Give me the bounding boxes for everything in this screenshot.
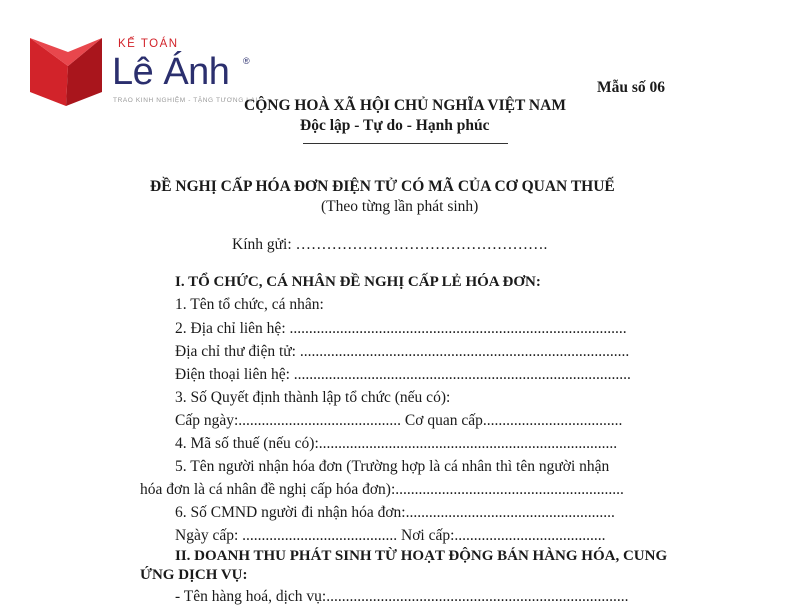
form-line-id-number: 6. Số CMND người đi nhận hóa đơn:...................................................... <box>175 504 615 521</box>
form-line-phone: Điện thoại liên hệ: ....................................................................................... <box>175 366 631 383</box>
addressee-line: Kính gửi: …………………………………………. <box>232 236 548 253</box>
logo-registered-mark: ® <box>243 56 250 66</box>
form-line-org-name: 1. Tên tổ chức, cá nhân: <box>175 296 324 313</box>
section-1-title: I. TỔ CHỨC, CÁ NHÂN ĐỀ NGHỊ CẤP LẺ HÓA ĐƠN: <box>175 274 541 290</box>
form-line-tax-code: 4. Mã số thuế (nếu có):............................................................................. <box>175 435 618 452</box>
section-2-title-cont: ỨNG DỊCH VỤ: <box>140 567 248 583</box>
form-line-id-issue: Ngày cấp: ........................................ Nơi cấp:....................................... <box>175 527 606 544</box>
form-line-email: Địa chỉ thư điện tử: ..................................................................................... <box>175 343 630 360</box>
document-title: ĐỀ NGHỊ CẤP HÓA ĐƠN ĐIỆN TỬ CÓ MÃ CỦA CƠ QUAN THUẾ <box>150 178 615 195</box>
document-subtitle: (Theo từng lần phát sinh) <box>321 198 479 215</box>
form-line-goods: - Tên hàng hoá, dịch vụ:.............................................................................. <box>175 588 629 605</box>
form-line-recipient-cont: hóa đơn là cá nhân đề nghị cấp hóa đơn):........................................................... <box>140 481 624 498</box>
form-line-issue-date: Cấp ngày:.......................................... Cơ quan cấp.................................... <box>175 412 623 429</box>
header-underline <box>303 143 508 144</box>
form-line-address: 2. Địa chỉ liên hệ: ....................................................................................... <box>175 320 627 337</box>
form-line-decision-number: 3. Số Quyết định thành lập tổ chức (nếu có): <box>175 389 451 406</box>
section-2-title: II. DOANH THU PHÁT SINH TỪ HOẠT ĐỘNG BÁN HÀNG HÓA, CUNG <box>175 548 668 564</box>
company-logo-mark <box>30 38 102 106</box>
national-title: CỘNG HOÀ XÃ HỘI CHỦ NGHĨA VIỆT NAM <box>244 97 566 114</box>
form-number: Mẫu số 06 <box>597 79 666 96</box>
logo-tagline: TRAO KINH NGHIỆM - TẶNG TƯƠNG LAI <box>113 97 258 104</box>
form-line-recipient: 5. Tên người nhận hóa đơn (Trường hợp là cá nhân thì tên người nhận <box>175 458 610 475</box>
logo-top-text: KẾ TOÁN <box>118 38 179 50</box>
logo-name: Lê Ánh <box>112 51 230 93</box>
national-motto: Độc lập - Tự do - Hạnh phúc <box>300 117 490 134</box>
